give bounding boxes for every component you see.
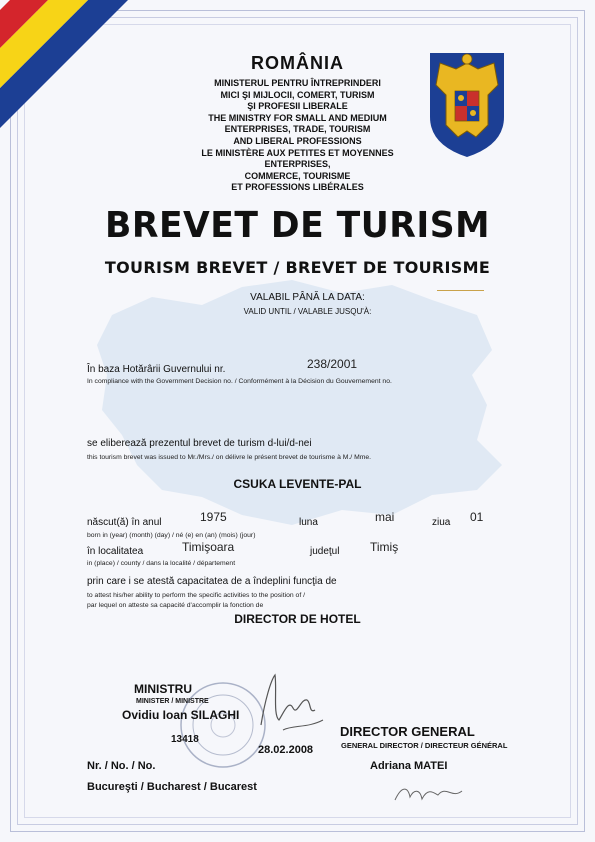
birth-day: 01 xyxy=(470,510,484,524)
ministry-line: ŞI PROFESII LIBERALE xyxy=(247,101,348,112)
director-title: DIRECTOR GENERAL xyxy=(340,724,475,739)
ministry-line: COMMERCE, TOURISME xyxy=(244,170,351,181)
minister-name: Ovidiu Ioan SILAGHI xyxy=(122,708,240,722)
ministry-line: LE MINISTÈRE AUX PETITES ET MOYENNES xyxy=(201,147,394,158)
director-subtitle: GENERAL DIRECTOR / DIRECTEUR GÉNÉRAL xyxy=(341,741,508,750)
ministry-line: MICI ŞI MIJLOCII, COMERT, TURISM xyxy=(220,89,375,100)
birth-place: Timişoara xyxy=(182,540,235,554)
ministry-line: ET PROFESSIONS LIBÉRALES xyxy=(231,182,364,193)
function-label: prin care i se atestă capacitatea de a îndeplini funcţia de xyxy=(87,576,337,587)
birth-county-label: judeţul xyxy=(310,546,340,557)
birth-year-label: născut(ă) în anul xyxy=(87,517,162,528)
director-signature xyxy=(390,775,470,815)
minister-subtitle: MINISTER / MINISTRE xyxy=(136,698,209,705)
valid-until-label: VALABIL PÂNĂ LA DATA: xyxy=(250,292,365,303)
birth-label-translation: born in (year) (month) (day) / né (e) en (an) (mois) (jour) xyxy=(87,532,256,539)
ministry-line: ENTERPRISES, TRADE, TOURISM xyxy=(224,124,371,135)
position-title: DIRECTOR DE HOTEL xyxy=(234,612,361,626)
ministry-line: THE MINISTRY FOR SMALL AND MEDIUM xyxy=(208,112,387,123)
valid-until-label-translation: VALID UNTIL / VALABLE JUSQU'À: xyxy=(243,307,372,316)
number-label: Nr. / No. / No. xyxy=(87,760,156,772)
serial-number: 13418 xyxy=(171,734,199,745)
birth-place-label: în localitatea xyxy=(87,546,144,557)
document-title: BREVET DE TURISM xyxy=(105,205,490,246)
function-label-en: to attest his/her ability to perform the specific activities to the position of / xyxy=(87,592,305,599)
director-name: Adriana MATEI xyxy=(370,760,448,772)
birth-month-label: luna xyxy=(299,517,318,528)
issue-city: Bucureşti / Bucharest / Bucarest xyxy=(87,781,257,793)
issued-label-translation: this tourism brevet was issued to Mr./Mrs./ on délivre le présent brevet de tourisme à M./ Mme. xyxy=(87,454,372,461)
decision-label-translation: In compliance with the Government Decision no. / Conformément à la Décision du Gouvernement no. xyxy=(87,378,392,385)
issue-date: 28.02.2008 xyxy=(258,744,314,756)
decision-number: 238/2001 xyxy=(307,357,358,371)
birth-year: 1975 xyxy=(200,510,227,524)
birth-county: Timiş xyxy=(370,540,399,554)
decision-label: În baza Hotărârii Guvernului nr. xyxy=(87,364,226,375)
ministry-line: ENTERPRISES, xyxy=(264,159,331,170)
birth-month: mai xyxy=(375,510,395,524)
function-label-fr: par lequel on atteste sa capacité d'accomplir la fonction de xyxy=(87,602,264,609)
issued-label: se eliberează prezentul brevet de turism d-lui/d-nei xyxy=(87,438,312,449)
ministry-line: AND LIBERAL PROFESSIONS xyxy=(233,135,362,146)
holder-name: CSUKA LEVENTE-PAL xyxy=(233,477,362,491)
ministry-name xyxy=(0,78,595,194)
minister-signature xyxy=(253,670,328,740)
birth-day-label: ziua xyxy=(432,517,451,528)
birth-place-translation: in (place) / county / dans la localité / département xyxy=(87,560,236,567)
minister-title: MINISTRU xyxy=(134,682,192,696)
country-name: ROMÂNIA xyxy=(251,53,344,73)
decorative-rule xyxy=(437,290,484,291)
document-subtitle: TOURISM BREVET / BREVET DE TOURISME xyxy=(104,258,491,277)
ministry-line: MINISTERUL PENTRU ÎNTREPRINDERI xyxy=(214,78,381,88)
